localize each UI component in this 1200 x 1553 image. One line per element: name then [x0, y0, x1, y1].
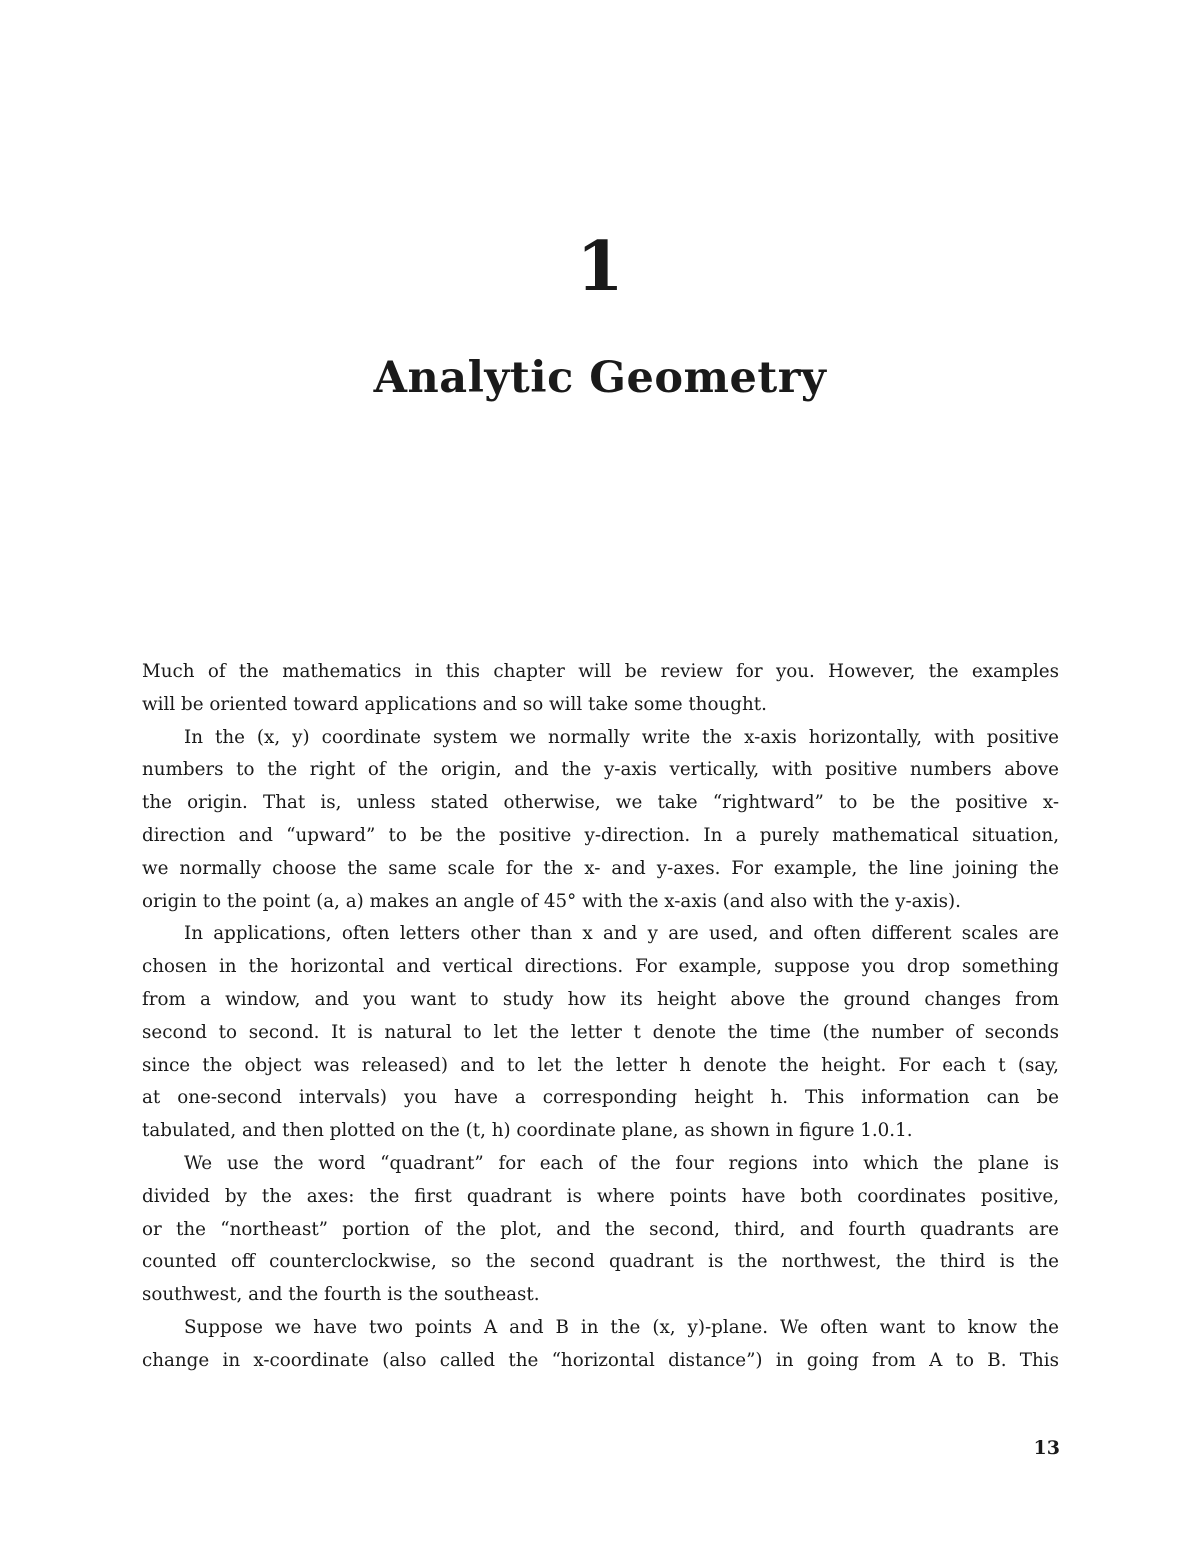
text-line: southwest, and the fourth is the southeast.: [142, 1284, 540, 1306]
text-line: change in x-coordinate (also called the “horizontal distance”) in going from A to B. This: [142, 1349, 1059, 1371]
text-line: we normally choose the same scale for the x- and y-axes. For example, the line joining the: [142, 857, 1059, 879]
text-line: second to second. It is natural to let the letter t denote the time (the number of seconds: [142, 1021, 1059, 1043]
text-line: the origin. That is, unless stated otherwise, we take “rightward” to be the positive x-: [142, 792, 1059, 814]
text-line: Much of the mathematics in this chapter will be review for you. However, the examples: [142, 661, 1059, 682]
body-text: [142, 656, 1059, 1378]
chapter-title: Analytic Geometry: [373, 353, 827, 403]
text-line: from a window, and you want to study how its height above the ground changes from: [142, 988, 1059, 1010]
page-number: 13: [1033, 1437, 1060, 1459]
text-line: chosen in the horizontal and vertical directions. For example, suppose you drop something: [142, 956, 1059, 978]
text-line: Suppose we have two points A and B in the (x, y)-plane. We often want to know the: [184, 1316, 1059, 1338]
text-line: In the (x, y) coordinate system we normally write the x-axis horizontally, with positive: [184, 726, 1059, 748]
text-line: will be oriented toward applications and so will take some thought.: [142, 693, 767, 715]
text-line: divided by the axes: the first quadrant is where points have both coordinates positive,: [142, 1185, 1059, 1207]
text-line: tabulated, and then plotted on the (t, h) coordinate plane, as shown in figure 1.0.1.: [142, 1120, 913, 1142]
text-line: since the object was released) and to let the letter h denote the height. For each t (say,: [142, 1054, 1059, 1076]
text-line: direction and “upward” to be the positive y-direction. In a purely mathematical situation,: [142, 824, 1059, 846]
text-line: or the “northeast” portion of the plot, and the second, third, and fourth quadrants are: [142, 1218, 1059, 1240]
text-line: origin to the point (a, a) makes an angle of 45° with the x-axis (and also with the y-axis).: [142, 890, 961, 912]
text-line: counted off counterclockwise, so the second quadrant is the northwest, the third is the: [142, 1251, 1059, 1273]
chapter-number: 1: [576, 227, 624, 307]
text-line: at one-second intervals) you have a corresponding height h. This information can be: [142, 1087, 1059, 1109]
text-line: In applications, often letters other than x and y are used, and often different scales are: [184, 923, 1059, 945]
text-line: numbers to the right of the origin, and the y-axis vertically, with positive numbers above: [142, 759, 1059, 781]
text-line: We use the word “quadrant” for each of the four regions into which the plane is: [184, 1152, 1059, 1174]
